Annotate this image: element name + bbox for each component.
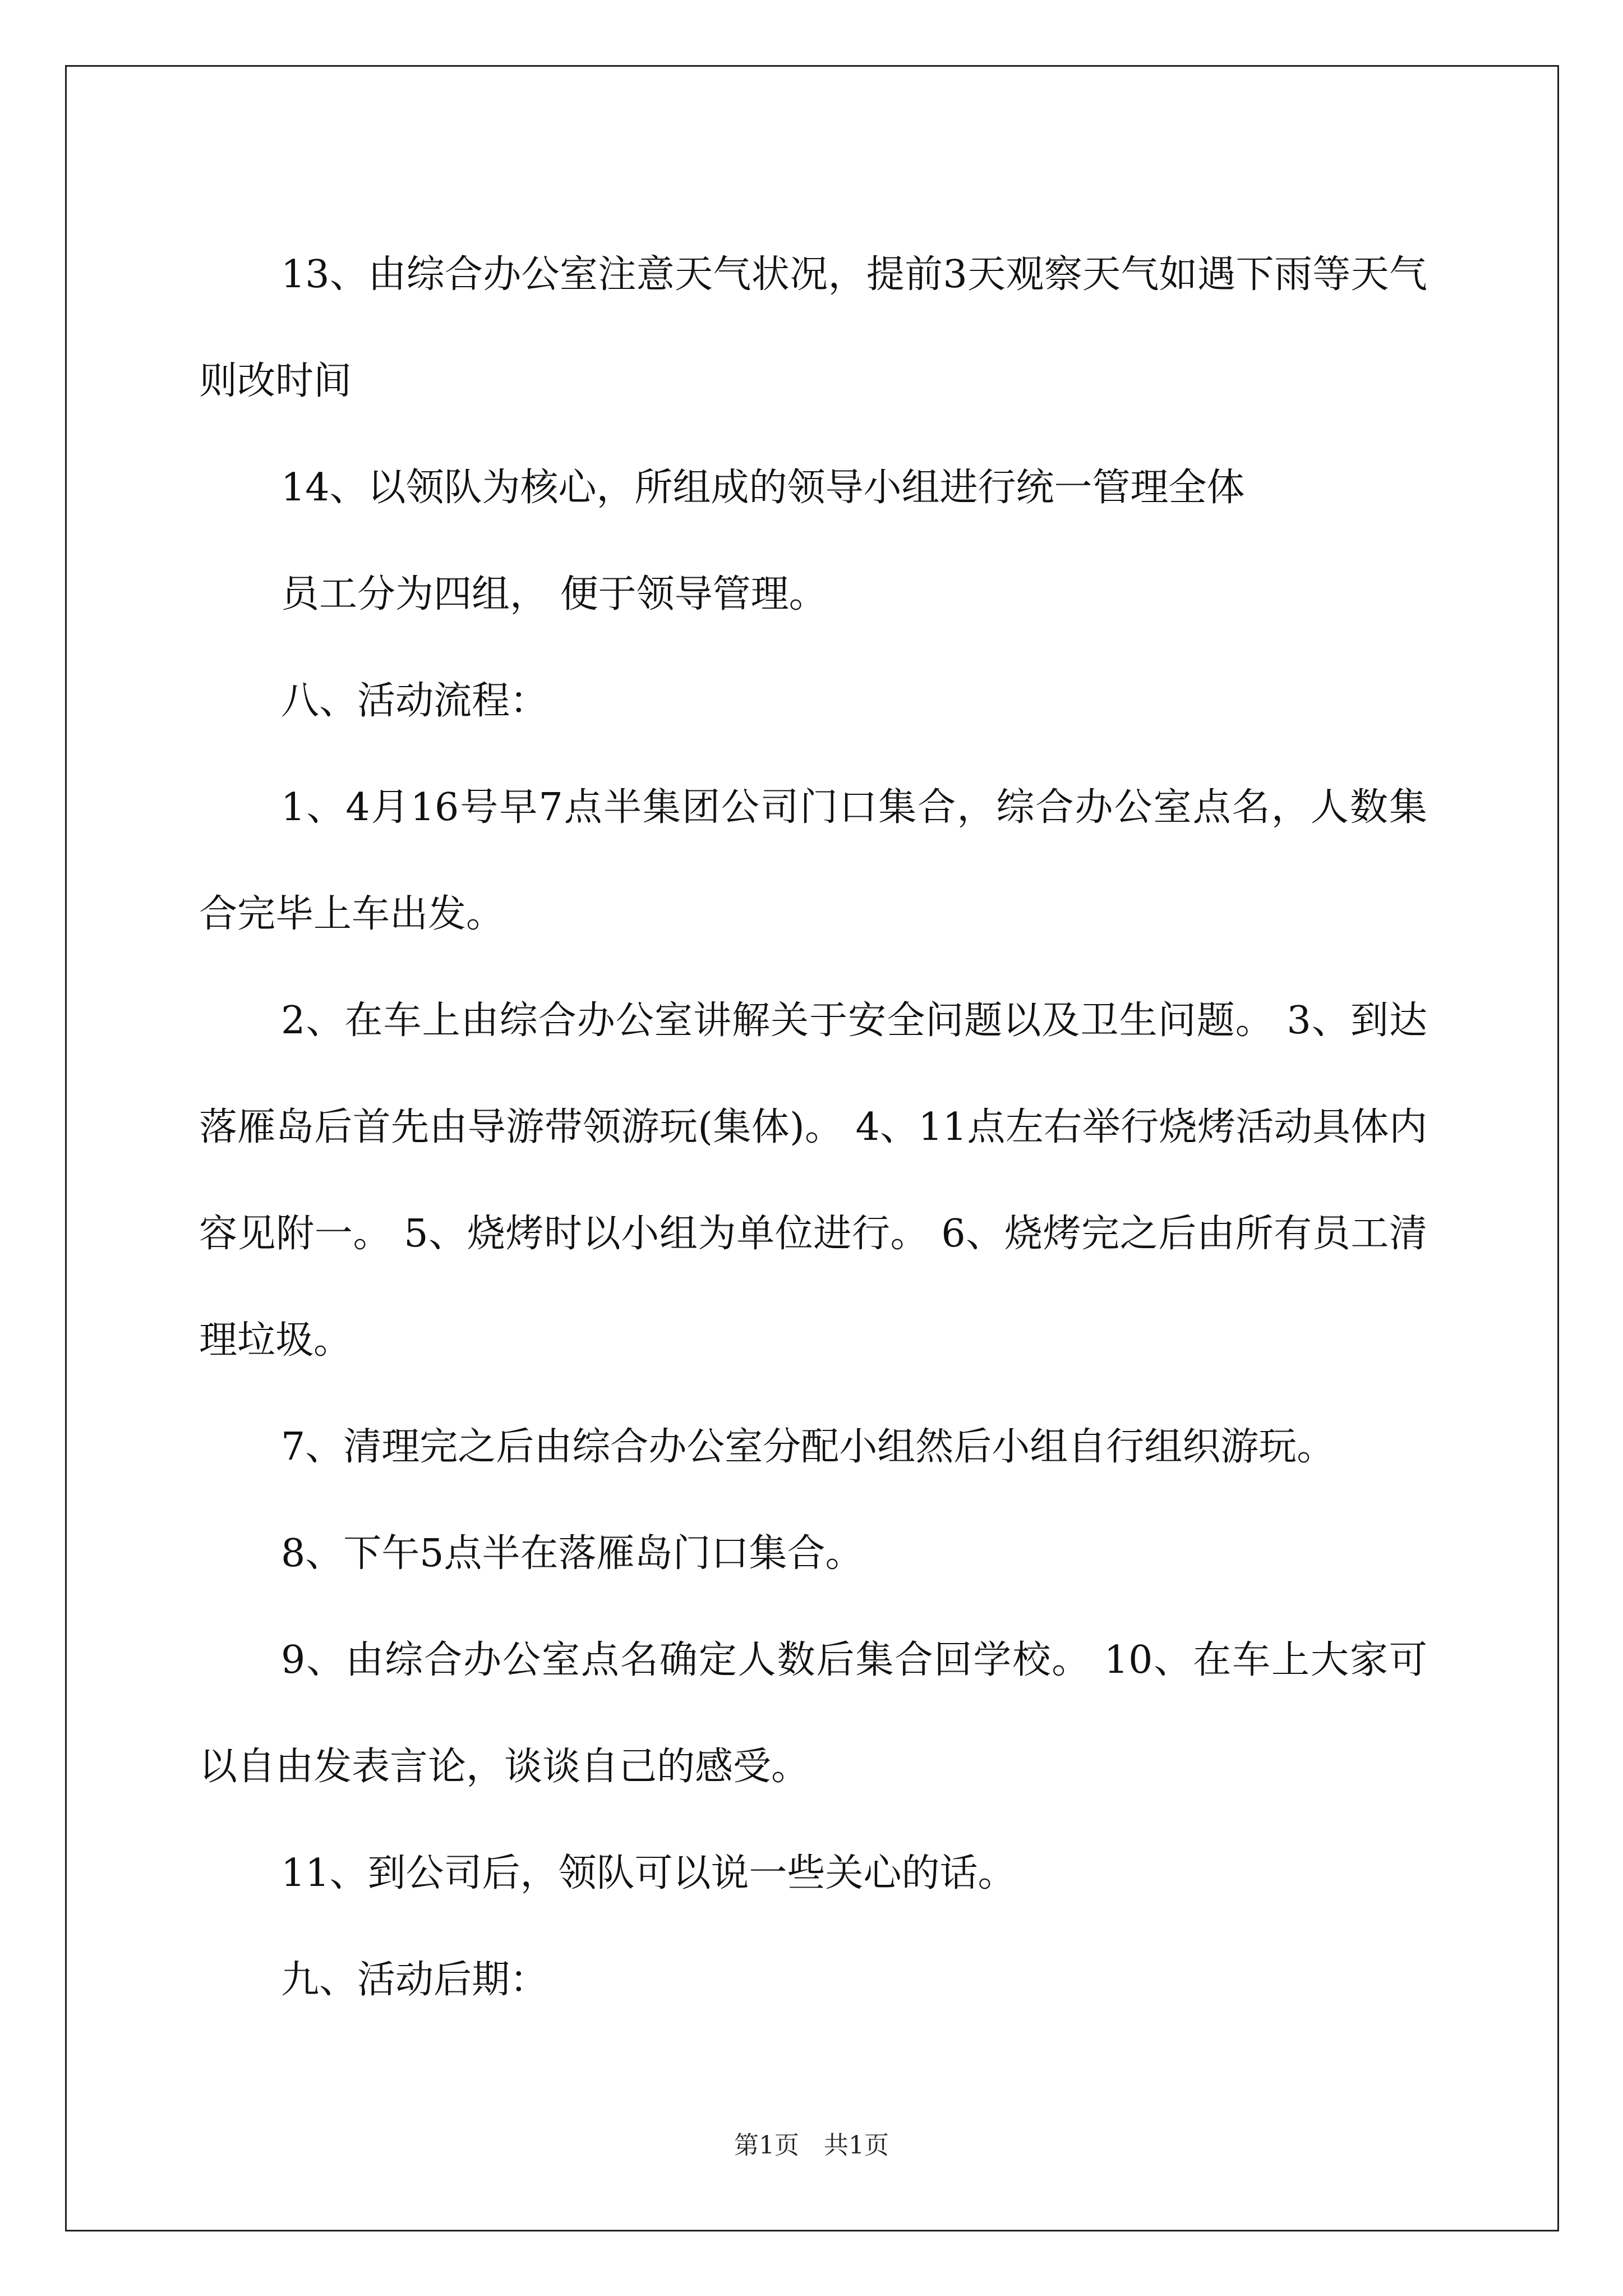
paragraph-13-weather: 13、由综合办公室注意天气状况，提前3天观察天气如遇下雨等天气则改时间 <box>199 252 1427 403</box>
paragraph-step-1: 1、4月16号早7点半集团公司门口集合，综合办公室点名，人数集合完毕上车出发。 <box>199 785 1427 936</box>
section-heading-post-activity: 九、活动后期： <box>281 1958 548 2002</box>
paragraph-steps-2-6: 2、在车上由综合办公室讲解关于安全问题以及卫生问题。 3、到达落雁岛后首先由导游带领游玩(集体)。 4、11点左右举行烧烤活动具体内容见附一。 5、烧烤时以小组为单位进行。 6、烧烤完之后由所有员工清理垃圾。 <box>199 999 1427 1363</box>
paragraph-groups: 员工分为四组， 便于领导管理。 <box>281 572 827 616</box>
section-heading-process: 八、活动流程： <box>281 679 548 723</box>
paragraph-step-7: 7、清理完之后由综合办公室分配小组然后小组自行组织游玩。 <box>281 1425 1335 1469</box>
paragraph-step-11: 11、到公司后，领队可以说一些关心的话。 <box>281 1851 1016 1895</box>
paragraph-steps-9-10: 9、由综合办公室点名确定人数后集合回学校。 10、在车上大家可以自由发表言论，谈谈自己的感受。 <box>199 1638 1427 1789</box>
paragraph-14-leadership: 14、以领队为核心，所组成的领导小组进行统一管理全体 <box>281 466 1245 510</box>
paragraph-step-8: 8、下午5点半在落雁岛门口集合。 <box>281 1531 864 1576</box>
page-footer: 第1页 共1页 <box>734 2131 889 2160</box>
document-body <box>199 222 1427 2033</box>
